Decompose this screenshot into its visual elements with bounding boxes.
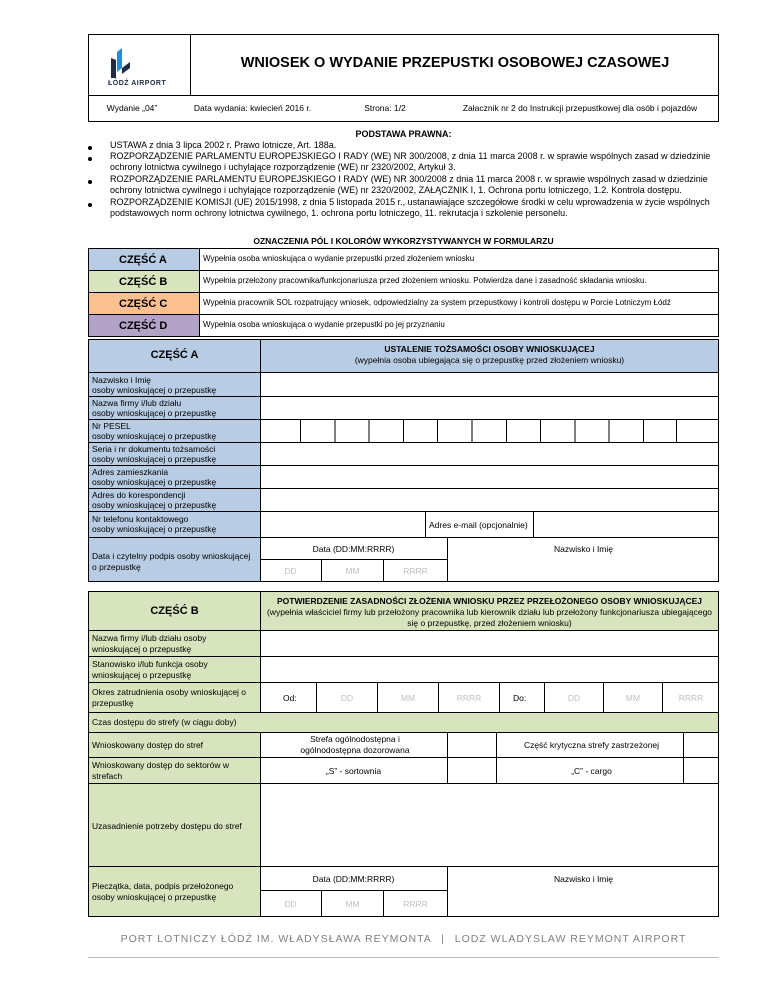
zone-critical-checkbox[interactable] (683, 732, 719, 758)
part-a-title: USTALENIE TOŻSAMOŚCI OSOBY WNIOSKUJĄCEJ (384, 344, 595, 354)
zone-public-checkbox[interactable] (447, 732, 497, 758)
stamp-label: Pieczątka, data, podpis przełożonego osoby wnioskującej o przepustkę (92, 881, 234, 902)
page-number: Strona: 1/2 (364, 103, 406, 113)
justification-label: Uzasadnienie potrzeby dostępu do stref (92, 821, 242, 831)
from-year-input[interactable]: RRRR (456, 693, 482, 703)
legend-desc-b: Wypełnia przełożony pracownika/funkcjonariusza przed złożeniem wniosku. Potwierdza dane i zasadność składania wniosku. (200, 271, 719, 293)
field-label: Adres do korespondencji (92, 490, 186, 500)
email-divider (425, 511, 426, 538)
signature-input[interactable] (448, 560, 718, 581)
field-sublabel: osoby wnioskującej o przepustkę (92, 408, 217, 418)
field-sublabel: osoby wnioskującej o przepustkę (92, 454, 217, 464)
surname-name-input[interactable] (261, 373, 718, 396)
stamp-divider (260, 890, 447, 891)
access-time-label: Czas dostępu do strefy (w ciągu doby) (92, 717, 237, 727)
legal-item: ROZPORZĄDZENIE PARLAMENTU EUROPEJSKIEGO I RADY (WE) NR 300/2008, z dnia 11 marca 2008 r. w sprawie wspólnych zasad w dziedzinie ochrony lotnictwa cywilnego i uchylające rozporządzenie (WE) nr 2320/2002, Artykuł 3. (110, 151, 711, 172)
field-label: Nr telefonu kontaktowego (92, 514, 189, 524)
justification-input[interactable] (260, 783, 719, 867)
from-label: Od: (283, 693, 297, 703)
field-sublabel: osoby wnioskującej o przepustkę (92, 524, 217, 534)
part-b-date-label: Data (DD:MM:RRRR) (312, 874, 395, 884)
sectors-label: Wnioskowany dostęp do sektorów w strefach (92, 760, 230, 781)
stamp-day-input[interactable]: DD (284, 899, 297, 909)
bullet (88, 203, 92, 207)
part-b-title: POTWIERDZENIE ZASADNOŚCI ZŁOŻENIA WNIOSKU PRZEZ PRZEŁOŻONEGO OSOBY WNIOSKUJĄCEJ (276, 596, 703, 606)
period-label: Okres zatrudnienia osoby wnioskującej o przepustkę (92, 687, 247, 708)
legend-part-a: CZĘŚĆ A (89, 249, 200, 271)
part-a-label: CZĘŚĆ A (150, 349, 199, 361)
email-input[interactable] (534, 512, 718, 537)
attachment-note: Załacznik nr 2 do Instrukcji przepustkowej dla osób i pojazdów (462, 103, 698, 113)
edition: Wydanie „04” (106, 103, 158, 113)
zone-label: Wnioskowany dostęp do stref (92, 740, 204, 750)
footer-text-pl: PORT LOTNICZY ŁÓDŹ IM. WŁADYSŁAWA REYMONTA (120, 933, 432, 945)
sig-divider (260, 559, 447, 560)
field-sublabel: osoby wnioskującej o przepustkę (92, 385, 217, 395)
from-month-input[interactable]: MM (400, 693, 416, 703)
footer-separator: | (441, 933, 445, 945)
field-label: Nr PESEL (92, 421, 131, 431)
sector-s-checkbox[interactable] (447, 757, 497, 784)
name-label: Nazwisko i Imię (553, 544, 614, 554)
legal-item: ROZPORZĄDZENIE PARLAMENTU EUROPEJSKIEGO I RADY (WE) NR 300/2008 z dnia 11 marca 2008 r. w sprawie wspólnych zasad w dziedzinie ochrony lotnictwa cywilnego i uchylające rozporządzenie (WE) nr 2320/2002, ZAŁĄCZNIK I, 1. Ochrona portu lotniczego, 1.2. Kontrola dostępu. (110, 174, 708, 195)
legend-table (88, 248, 719, 337)
legal-heading: PODSTAWA PRAWNA: (355, 129, 452, 139)
email-label: Adres e-mail (opcjonalnie) (429, 520, 528, 530)
legend-part-c: CZĘŚĆ C (89, 293, 200, 315)
issue-date: Data wydania: kwiecień 2016 r. (193, 103, 312, 113)
month-input[interactable]: MM (345, 566, 360, 576)
footer (88, 933, 719, 945)
field-label: Seria i nr dokumentu tożsamości (92, 444, 216, 454)
legal-item: USTAWA z dnia 3 lipca 2002 r. Prawo lotnicze, Art. 188a. (110, 140, 337, 150)
zone-critical-label: Część krytyczna strefy zastrzeżonej (523, 740, 660, 750)
bullet (88, 146, 92, 150)
stamp-month-input[interactable]: MM (345, 899, 360, 909)
signature-label: Data i czytelny podpis osoby wnioskującej o przepustkę (92, 551, 251, 572)
legal-item: ROZPORZĄDZENIE KOMISJI (UE) 2015/1998, z dnia 5 listopada 2015 r., ustanawiające szczegółowe środki w celu wprowadzenia w życie wspólnych podstawowych norm ochrony lotnictwa cywilnego, 1. ochrona portu lotniczego, 11. rekrutacja i szkolenie personelu. (110, 197, 710, 218)
airport-logo (100, 42, 180, 92)
zone-public-label: Strefa ogólnodostępna i ogólnodostępna dozorowana (300, 734, 410, 755)
bullet (88, 180, 92, 184)
part-b-name-label: Nazwisko i Imię (553, 874, 614, 884)
part-b-subtitle: (wypełnia właściciel firmy lub przełożony pracownika lub kierownik działu lub przełożony funkcjonariusza ubiegającego się o przepustkę, przed złożeniem wniosku) (266, 607, 713, 628)
field-label: Nazwisko i Imię (92, 375, 152, 385)
legend-desc-d: Wypełnia osoba wnioskująca o wydanie przepustki po jej przyznaniu (200, 315, 719, 337)
company-input[interactable] (261, 397, 718, 419)
stamp-signature-input[interactable] (448, 891, 718, 916)
to-label: Do: (513, 693, 527, 703)
year-input[interactable]: RRRR (403, 566, 428, 576)
field-label: Nazwa firmy i/lub działu (92, 398, 182, 408)
sector-c-checkbox[interactable] (683, 757, 719, 784)
period-sep (499, 682, 500, 713)
stamp-year-input[interactable]: RRRR (403, 899, 428, 909)
company-label: Nazwa firmy i/lub działu osoby wnioskującej o przepustkę (92, 633, 207, 654)
to-year-input[interactable]: RRRR (678, 693, 704, 703)
legend-desc-a: Wypełnia osoba wnioskująca o wydanie przepustki przed złożeniem wniosku (200, 249, 719, 271)
legend-part-d: CZĘŚĆ D (89, 315, 200, 337)
sector-c-label: „C” - cargo (571, 766, 612, 776)
footer-rule (88, 957, 719, 958)
part-b-company-input[interactable] (260, 630, 719, 657)
field-sublabel: osoby wnioskującej o przepustkę (92, 477, 217, 487)
phone-input[interactable] (261, 512, 421, 537)
field-label: Adres zamieszkania (92, 467, 169, 477)
to-day-input[interactable]: DD (567, 693, 581, 703)
part-b-position-input[interactable] (260, 656, 719, 683)
bullet (88, 157, 92, 161)
sector-s-label: „S” - sortownia (325, 766, 382, 776)
id-document-input[interactable] (261, 443, 718, 465)
field-sublabel: osoby wnioskującej o przepustkę (92, 500, 217, 510)
from-day-input[interactable]: DD (340, 693, 354, 703)
day-input[interactable]: DD (284, 566, 297, 576)
date-label: Data (DD:MM:RRRR) (312, 544, 395, 554)
field-sublabel: osoby wnioskującej o przepustkę (92, 431, 217, 441)
home-address-input[interactable] (261, 466, 718, 488)
legend-part-b: CZĘŚĆ B (89, 271, 200, 293)
airport-logo-text: ŁÓDŹ AIRPORT (108, 80, 167, 87)
to-month-input[interactable]: MM (625, 693, 641, 703)
footer-text-en: LODZ WLADYSLAW REYMONT AIRPORT (454, 933, 687, 945)
legend-desc-c: Wypełnia pracownik SOL rozpatrujący wniosek, odpowiedzialny za system przepustkowy i kontroli dostępu w Porcie Lotniczym Łódź (200, 293, 719, 315)
part-b-label: CZĘŚĆ B (150, 605, 199, 617)
header-divider (88, 95, 719, 96)
legend-heading: OZNACZENIA PÓL I KOLORÓW WYKORZYSTYWANYCH W FORMULARZU (253, 236, 554, 246)
mail-address-input[interactable] (261, 489, 718, 511)
form-title: WNIOSEK O WYDANIE PRZEPUSTKI OSOBOWEJ CZASOWEJ (240, 55, 670, 71)
pesel-digit-boxes[interactable] (300, 419, 677, 443)
part-a-subtitle: (wypełnia osoba ubiegająca się o przepustkę przed złożeniem wniosku) (354, 355, 625, 365)
position-label: Stanowisko i/lub funkcja osoby wnioskującej o przepustkę (92, 659, 208, 680)
